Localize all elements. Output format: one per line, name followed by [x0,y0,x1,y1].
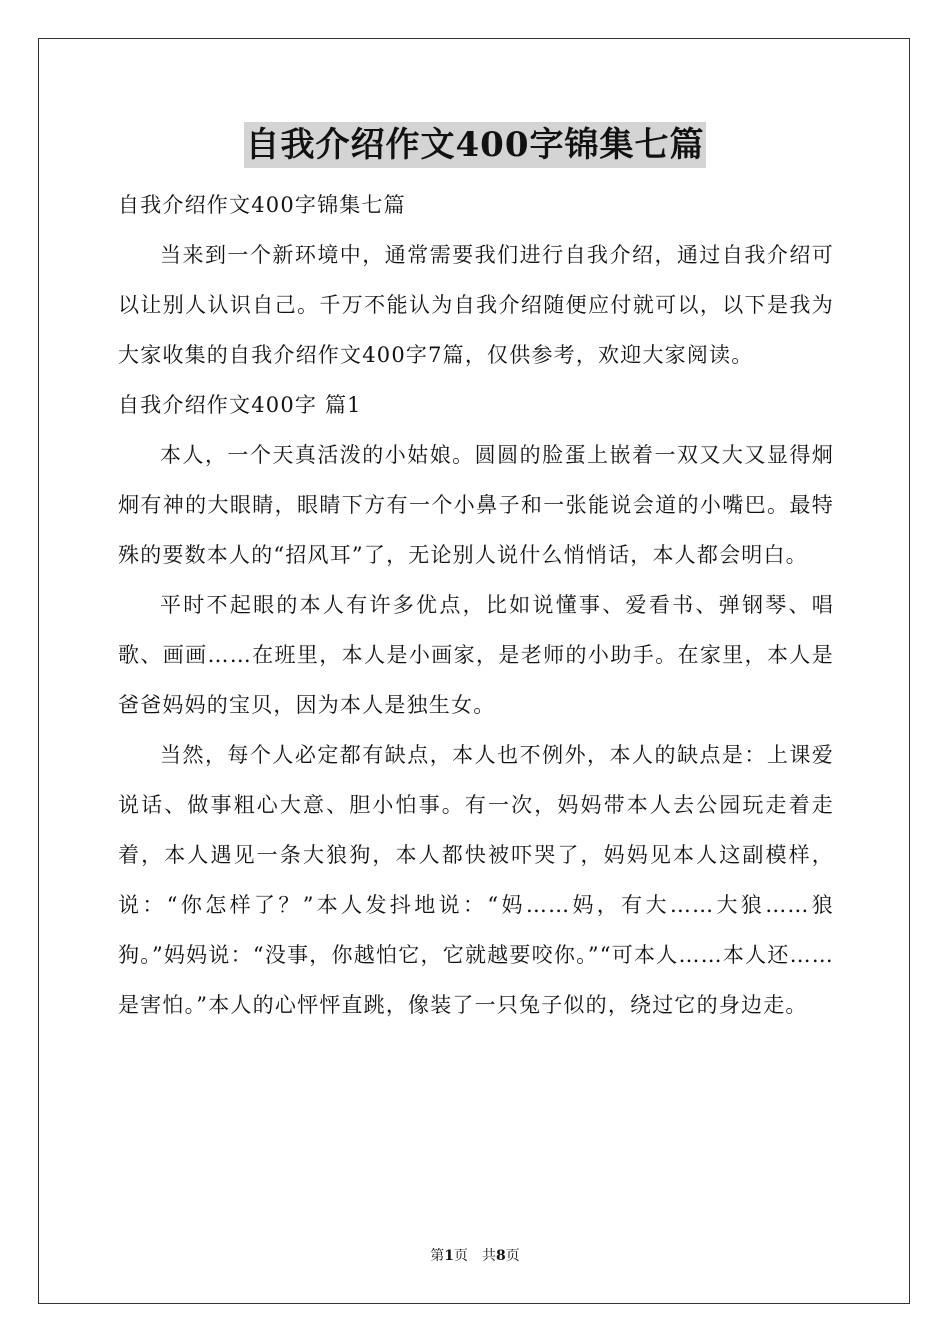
footer-prefix: 第 [430,1248,445,1264]
body-paragraph: 平时不起眼的本人有许多优点，比如说懂事、爱看书、弹钢琴、唱歌、画画……在班里，本人是小画家，是老师的小助手。在家里，本人是爸爸妈妈的宝贝，因为本人是独生女。 [118,593,834,717]
footer-current-page: 1 [444,1248,454,1264]
footer-suffix: 页 [505,1248,520,1264]
footer-mid: 页 共 [454,1248,496,1264]
document-title: 自我介绍作文400字锦集七篇 [244,122,707,168]
section-heading: 自我介绍作文400字 篇1 [118,393,362,417]
body-paragraph: 本人，一个天真活泼的小姑娘。圆圆的脸蛋上嵌着一双又大又显得炯炯有神的大眼睛，眼睛下方有一个小鼻子和一张能说会道的小嘴巴。最特殊的要数本人的“招风耳”了，无论别人说什么悄悄话，本人都会明白。 [118,443,834,567]
footer-total-pages: 8 [496,1248,506,1264]
subtitle-paragraph: 自我介绍作文400字锦集七篇 [118,193,406,217]
page-footer [0,1246,950,1266]
document-body [118,180,834,1030]
intro-paragraph: 当来到一个新环境中，通常需要我们进行自我介绍，通过自我介绍可以让别人认识自己。千万不能认为自我介绍随便应付就可以，以下是我为大家收集的自我介绍作文400字7篇，仅供参考，欢迎大家阅读。 [118,243,834,367]
title-container [0,122,950,168]
body-paragraph: 当然，每个人必定都有缺点，本人也不例外，本人的缺点是：上课爱说话、做事粗心大意、胆小怕事。有一次，妈妈带本人去公园玩走着走着，本人遇见一条大狼狗，本人都快被吓哭了，妈妈见本人这副模样，说：“你怎样了？”本人发抖地说：“妈……妈，有大……大狼……狼狗。”妈妈说：“没事，你越怕它，它就越要咬你。”“可本人……本人还……是害怕。”本人的心怦怦直跳，像装了一只兔子似的，绕过它的身边走。 [118,743,834,1017]
